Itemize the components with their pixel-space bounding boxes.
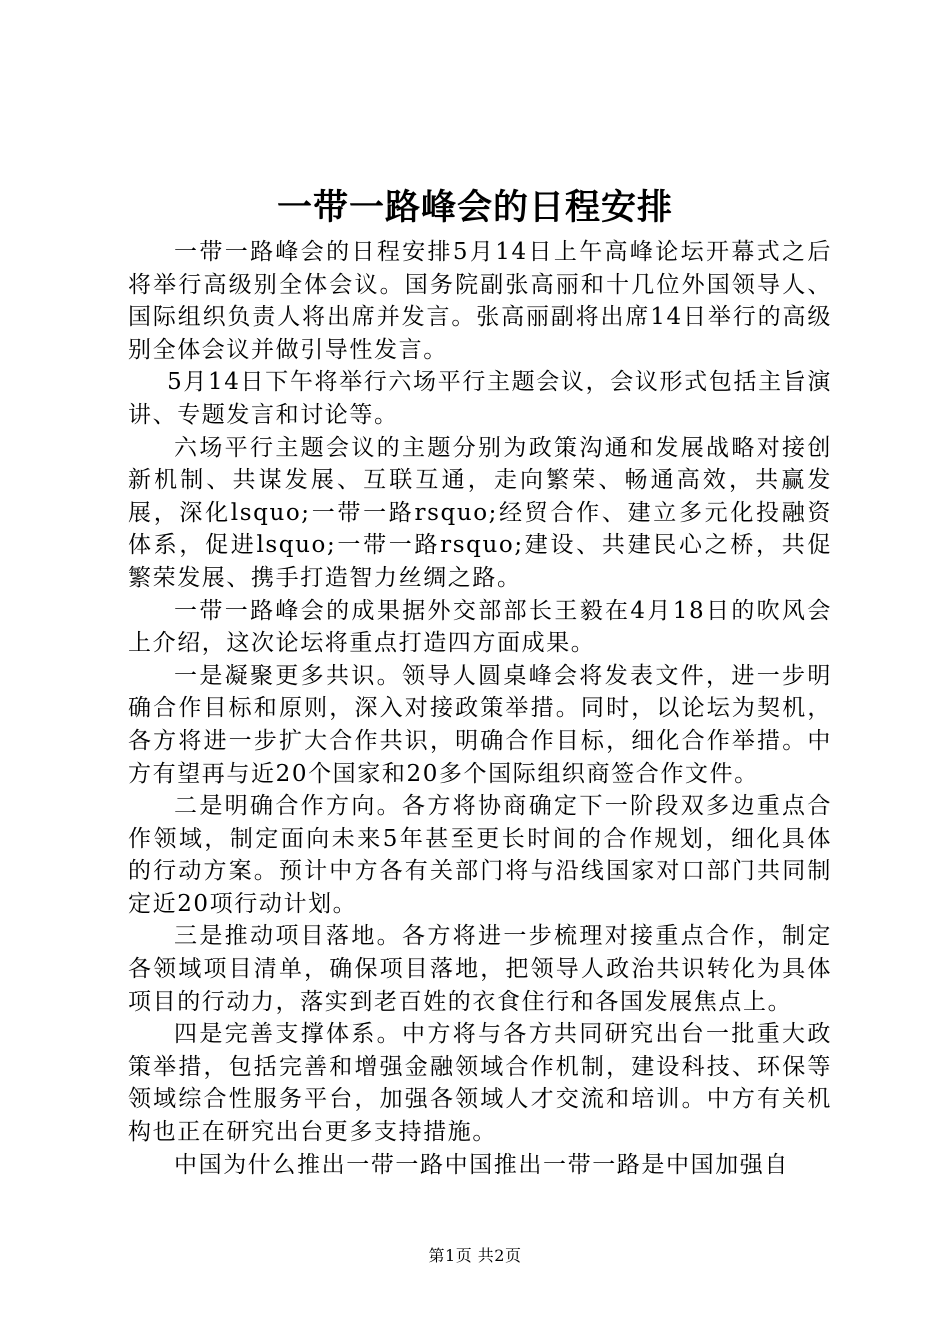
paragraph-1: 一带一路峰会的日程安排5月14日上午高峰论坛开幕式之后将举行高级别全体会议。国务院副张高丽和十几位外国领导人、国际组织负责人将出席并发言。张高丽副将出席14日举行的高级别全体会议并做引导性发言。 (128, 239, 832, 363)
paragraph-9: 中国为什么推出一带一路中国推出一带一路是中国加强自 (174, 1151, 789, 1178)
paragraph-3: 六场平行主题会议的主题分别为政策沟通和发展战略对接创新机制、共谋发展、互联互通，走向繁荣、畅通高效，共赢发展，深化lsquo;一带一路rsquo;经贸合作、建立多元化投融资体系，促进lsquo;一带一路rsquo;建设、共建民心之桥，共促繁荣发展、携手打造智力丝绸之路。 (128, 434, 832, 591)
paragraph-2: 5月14日下午将举行六场平行主题会议，会议形式包括主旨演讲、专题发言和讨论等。 (128, 369, 832, 428)
page-number-footer: 第1页 共2页 (428, 1246, 522, 1265)
document-title: 一带一路峰会的日程安排 (276, 187, 673, 228)
paragraph-6: 二是明确合作方向。各方将协商确定下一阶段双多边重点合作领域，制定面向未来5年甚至更长时间的合作规划，细化具体的行动方案。预计中方各有关部门将与沿线国家对口部门共同制定近20项行动计划。 (128, 793, 832, 917)
paragraph-8: 四是完善支撑体系。中方将与各方共同研究出台一批重大政策举措，包括完善和增强金融领域合作机制，建设科技、环保等领域综合性服务平台，加强各领域人才交流和培训。中方有关机构也正在研究出台更多支持措施。 (128, 1021, 832, 1146)
paragraph-5: 一是凝聚更多共识。领导人圆桌峰会将发表文件，进一步明确合作目标和原则，深入对接政策举措。同时，以论坛为契机，各方将进一步扩大合作共识，明确合作目标，细化合作举措。中方有望再与近20个国家和20多个国际组织商签合作文件。 (128, 662, 832, 787)
paragraph-7: 三是推动项目落地。各方将进一步梳理对接重点合作，制定各领域项目清单，确保项目落地，把领导人政治共识转化为具体项目的行动力，落实到老百姓的衣食住行和各国发展焦点上。 (128, 923, 832, 1015)
document-body (128, 236, 832, 1181)
paragraph-4: 一带一路峰会的成果据外交部部长王毅在4月18日的吹风会上介绍，这次论坛将重点打造四方面成果。 (128, 597, 832, 657)
